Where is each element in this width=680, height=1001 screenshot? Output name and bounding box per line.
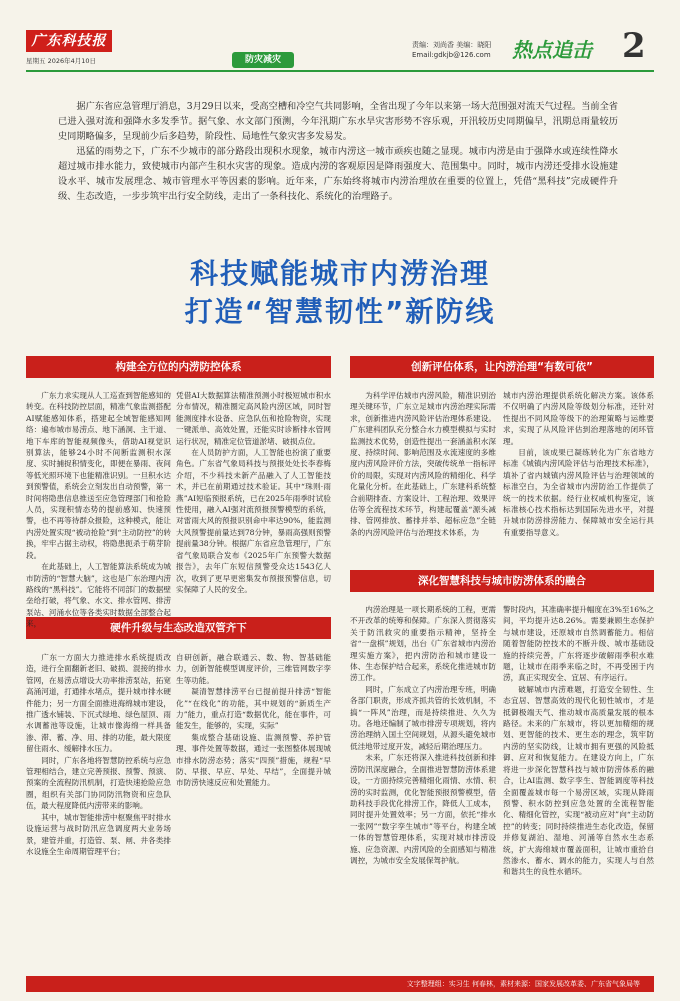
section-header-2: 创新评估体系，让内涝治理“有数可依” [350, 356, 654, 378]
paragraph: 同时，广东各地将智慧防控系统与应急管理相结合，建立完善预报、预警、预演、预案的全流程防汛机制，打造快速抢险应急圈，组织有关部门协同防汛物资和应急队伍，最大程度降低内涝带来的影响。 [26, 755, 171, 811]
paragraph: 同时，广东成立了内涝治理专班，明确各部门职责，形成齐抓共管的长效机制，不搞“一阵风”治理，而是持续推进、久久为功。各地还编制了城市排涝专项规划，将内涝治理纳入国土空间规划，从源头避免城市低洼地带过度开发，减轻后期治理压力。 [350, 684, 496, 751]
paragraph: 为科学评估城市内涝风险，精准识别治理关键环节，广东立足城市内涝治理实际需求，创新推进内涝风险评估治理体系建设。广东建科团队充分整合水力模型模拟与实时监测技术优势，创造性提出一套涵盖积水深度、持续时间、影响范围及水流速度的多维度内涝风险评价方法，突破传统单一指标评价的局限，实现对内涝风险的精细化、科学化量化分析。在此基础上，广东建科系统整合前期排查、方案设计、工程治理、效果评估等全流程技术环节，构建起覆盖“源头减排、管网排放、蓄排并举、超标应急”全链条的内涝风险评估与治理技术体系，为 [350, 391, 496, 537]
column-title: 热点追击 [512, 38, 592, 62]
footer-credits: 文字整理组：实习生 何春林，素材来源：国家发展改革委、广东省气象局等 [26, 976, 654, 992]
paragraph: 内涝治理是一项长期系统的工程，更需不开改革的统筹和保障。广东深入贯彻落实关于防汛救灾的重要指示精神，坚持全省“一盘棋”规划，出台《广东省城市内涝治理实施方案》，把内涝防治和城市建设一体、生态保护结合起来，系统化推进城市防涝工作。 [350, 605, 496, 683]
paragraph: 目前，该成果已凝练转化为广东省地方标准《城镇内涝风险评估与治理技术标准》，填补了省内城镇内涝风险评估与治理领域的标准空白，为全省城市内涝防治工作提供了统一的技术依据。经行业权威机构鉴定，该标准核心技术指标达到国际先进水平，对提升城市防涝排涝能力、保障城市安全运行具有重要指导意义。 [503, 448, 654, 537]
editors: 责编：刘尚香 美编：晓阳 [412, 41, 492, 49]
paragraph: 其中，城市智能排涝中枢聚焦平时排水设施运营与战时防汛应急调度两大业务场景，建管并重，打造管、泵、闸、井各类排水设施全生命周期管理平台； [26, 812, 171, 856]
masthead-rule [26, 70, 654, 72]
editor-info [412, 40, 491, 60]
lead-paragraph: 据广东省应急管理厅消息，3月29日以来，受高空槽和冷空气共同影响，全省出现了今年以来第一场大范围强对流天气过程。当前全省已进入强对流和强降水多发季节。据气象、水文部门预测，今年汛期广东水旱灾害形势不容乐观，开汛较历史同期偏早，汛期总雨量较历史同期略偏多，呈现前少后多趋势，阶段性、局地性气象灾害多发易发。 [58, 101, 618, 142]
paragraph: 警时段内，其准确率提升幅度在3%至16%之间，平均提升达8.26%。需要兼顾生态保护与城市建设，还原城市自然调蓄能力。相信随着智能防控技术的不断升级、城市基础设施的持续完善，广东将逐步破解雨季积水难题，让城市在雨季来临之时，不再受困于内涝，真正实现安全、宜居、有序运行。 [503, 605, 654, 683]
lead-paragraph: 迅猛的雨势之下，广东不少城市的部分路段出现积水现象，城市内涝这一城市顽疾也随之显现。城市内涝是由于强降水或连续性降水超过城市排水能力，致使城市内部产生积水灾害的现象。造成内涝的客观原因是降雨强度大、范围集中。同时，城市内涝还受排水设施建设水平、城市发展理念、城市管理水平等因素的影响。近年来，广东始终将城市内涝治理放在重要的位置上，凭借“黑科技”完成硬件升级、生态改造，一步步筑牢出行安全防线，走出了一条科技化、系统化的治理路子。 [58, 146, 618, 202]
newspaper-logo: 广东科技报 [26, 30, 112, 52]
paragraph: 未来，广东还将深入推进科技创新和排涝防汛深度融合，全面推进智慧防涝体系建设，一方面持续完善精细化雨情、水情、积涝的实时监测，优化智能预报预警模型，借助科技手段优化排涝工作，降低人工成本，同时提升处置效率；另一方面，依托“排水一张网”“数字孪生城市”等平台，构建全域一体的智慧管理体系，实现对城市排涝设施、应急资源、内涝风险的全面感知与精准调控，为城市安全发展保驾护航。 [350, 753, 496, 865]
paragraph: 城市内涝治理提供系统化解决方案。该体系不仅明确了内涝风险等级划分标准，还针对性提出不同风险等级下的治理策略与运维要求，实现了从风险评估到治理落地的闭环管理。 [503, 391, 654, 446]
article-column [176, 390, 331, 607]
headline-line-2: 打造“智慧韧性”新防线 [184, 295, 496, 328]
section-header-3: 硬件升级与生态改造双管齐下 [26, 617, 331, 639]
article-column [503, 390, 654, 560]
paragraph: 广东力求实现从人工巡查到智能感知的转变。在科技防控层面，精准气象监测搭配AI赋能感知体系，搭建起全域智能感知网络：遍布城市易涝点、地下涵洞、主干道、地下车库的智能视频像头，借助AI视觉识别算法，能够24小时不间断监测积水深度、实时捕捉积情变化，即便在暴雨、夜间等低光照环境下也能精准识别。一旦积水达到预警值，系统会立刻发出自动预警，第一时间将隐患信息推送至应急管理部门和抢险人员，实现积情态势的提前感知、快速预警，也不再等待群众报险，这种模式，能让内涝处置实现“被动抢险”到“主动防控”的转换，牢牢占据主动权，将隐患扼杀于萌芽阶段。 [26, 391, 171, 560]
section-header-1: 构建全方位的内涝防控体系 [26, 356, 331, 378]
article-column [350, 604, 496, 970]
headline-line-1: 科技赋能城市内涝治理 [189, 257, 490, 290]
headline [60, 255, 620, 331]
article-column [176, 652, 331, 970]
issue-date: 星期五 2026年4月10日 [26, 57, 97, 65]
email: Email:gdkjb@126.com [412, 51, 491, 59]
paragraph: 凭借AI大数据算法精准预测小时极短城市积水分布情况，精准圈定高风险内涝区域，同时智能测度排水设备、应急队伍和抢险物资，实现一键派单、高效处置，还能实时诊断排水管网运行状况，精准定位管道淤堵、破损点位。 [176, 391, 331, 446]
paragraph: 自研创新，融合联通云、数、物、智基础能力，创新智能模型调度评价，三维管网数字孪生等功能。 [176, 653, 331, 685]
paragraph: 在此基础上，人工智能算法系统成为城市防涝的“智慧大脑”，这也是广东治理内涝路线的“黑科技”。它能将不同部门的数据壁垒给打破，将气象、水文、排水管网、排涝泵站、河涌水位等各类实时数据全部整合起来， [26, 562, 171, 629]
page-number: 2 [622, 26, 646, 66]
article-column [350, 390, 496, 560]
article-column [26, 652, 171, 970]
paragraph: 破解城市内涝难题，打造安全韧性、生态宜居、智慧高效的现代化韧性城市，才是抵御极端天气、推动城市高质量发展的根本路径。未来的广东城市，将以更加精细的规划、更智能的技术、更生态的理念，筑牢防内涝的坚实防线，让城市拥有更强的风险抵御、应对和恢复能力。在建设方向上，广东将进一步深化智慧科技与城市防涝体系的融合，让AI监测、数字孪生、智能调度等科技全面覆盖城市每一个易涝区域，实现从降雨预警、积水防控到应急处置的全流程智能化、精细化管控，实现“被动应对”向“主动防控”的转变；同时持续推进生态化改造，保留并修复湖泊、湿地、河涌等自然水生态系统，扩大海绵城市覆盖面积，让城市重拾自然渗水、蓄水、调水的能力，实现人与自然和谐共生的良性水循环。 [503, 684, 654, 877]
paragraph: 集成整合基础设施、监测预警、养护管理、事件处置等数据，通过一张图整体展现城市排水防涝态势；落实“四预”措施，规程“早防、早报、早应、早处、早结”，全面提升城市防涝快速反应和处置能力。 [176, 732, 331, 788]
paragraph: 在人员防护方面，人工智能也扮演了重要角色。广东省气象局科技与预报处处长李春梅介绍，不少科技未新产品融入了人工智能技术，并已在前期通过技术验证。其中“珠则·雨燕”AI短临预报系统，已在2025年雨季时试验性使用，融入AI强对流预报预警模型的系统，对雷雨大风的预报识别命中率达90%，能监测大风预警提前量达到78分钟，暴雨高强则预警提前量38分钟。根据广东省应急管理厅，广东省气象局联合发布《2025年广东预警大数据报告》，去年广东短信预警受众达1543亿人次，收到了更早更密集发布预报预警信息，切实保障了人民的安全。 [176, 448, 331, 594]
lead-paragraphs [58, 99, 618, 204]
section-header-4: 深化智慧科技与城市防涝体系的融合 [350, 570, 654, 592]
article-column [26, 390, 171, 629]
paragraph: 广东一方面大力推进排水系统提质改造，进行全面翻新老旧、破损、混接的排水管网，在易涝点增设大功率排涝泵站，拓宽高涌河道，打通排水堵点，提升城市排水硬件能力；另一方面全面推进海绵城市建设，推广透水铺装、下沉式绿地、绿色屋顶、雨水调蓄池等设施，让城市像海绵一样具备渗、滞、蓄、净、用、排的功能，最大限度留住雨水、缓解排水压力。 [26, 653, 171, 754]
paragraph: 凝清智慧排涝平台已提前提升排涝“智能化”“在线化”的功能，其中规划的“新质生产力”能力，重点打造“数据优化，能在事件，可能发生，能够的，实现，实际” [176, 687, 331, 731]
article-column [503, 604, 654, 970]
section-tag: 防灾减灾 [232, 52, 294, 68]
